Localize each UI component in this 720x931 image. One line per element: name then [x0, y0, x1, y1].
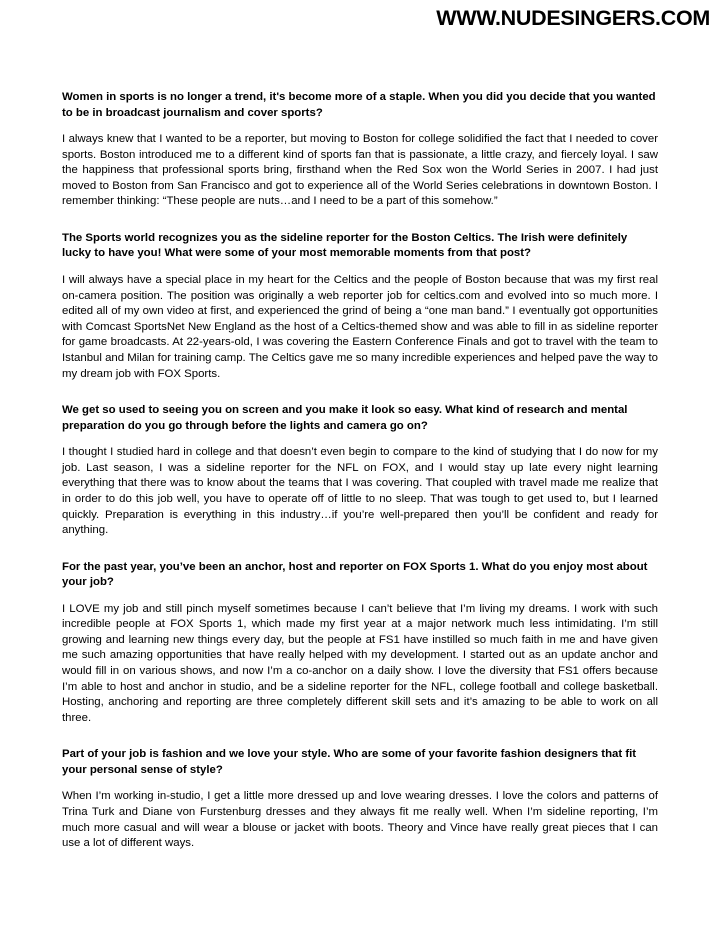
- question-text: The Sports world recognizes you as the sideline reporter for the Boston Celtics. The Irish were definitely lucky to have you! What were some of your most memorable moments from that post?: [62, 231, 628, 260]
- qa-block: [62, 560, 658, 727]
- answer-text: When I’m working in-studio, I get a little more dressed up and love wearing dresses. I love the colors and patterns of Trina Turk and Diane von Furstenburg dresses and they always fit me really well. When I’m sideline reporting, I’m much more casual and will wear a blouse or jacket with boots. Theory and Vince have really great pieces that I can use a lot of different ways.: [62, 790, 658, 850]
- qa-block: [62, 403, 658, 539]
- question-text: We get so used to seeing you on screen and you make it look so easy. What kind of research and mental preparation do you go through before the lights and camera go on?: [62, 404, 628, 432]
- answer-text: I LOVE my job and still pinch myself sometimes because I can’t believe that I’m living my dreams. I work with such incredible people at FOX Sports 1, which made my first year at a major network much less intimidating. I’m still growing and learning new things every day, but the people at FS1 have instilled so much faith in me and have given me such amazing opportunities that have really helped with my development. I started out as an update anchor and would fill in on various shows, and now I’m a co-anchor on a daily show. I love the diversity that FS1 offers because I’m able to host and anchor in studio, and be a sideline reporter for the NFL, college football and college basketball. Hosting, anchoring and reporting are three completely different skill sets and it’s amazing to be able to work on all three.: [62, 602, 658, 724]
- question-text: For the past year, you’ve been an anchor, host and reporter on FOX Sports 1. What do you enjoy most about your job?: [62, 560, 648, 589]
- qa-block: [62, 90, 658, 210]
- answer-text: I thought I studied hard in college and that doesn’t even begin to compare to the kind of studying that I do now for my job. Last season, I was a sideline reporter for the NFL on FOX, and I would stay up late every night learning everything that there was to know about the teams that I was covering. That coupled with travel made me realize that in order to do this job well, you have to operate off of little to no sleep. That was tough to get used to, but I learned quickly. Preparation is everything in this industry…if you’re well-prepared then you’ll be confident and ready for anything.: [62, 446, 658, 537]
- qa-block: [62, 231, 658, 382]
- article-body: [62, 90, 658, 852]
- site-watermark: WWW.NUDESINGERS.COM: [436, 6, 710, 30]
- qa-block: [62, 747, 658, 851]
- question-text: Part of your job is fashion and we love your style. Who are some of your favorite fashion designers that fit your personal sense of style?: [62, 748, 637, 776]
- answer-text: I always knew that I wanted to be a reporter, but moving to Boston for college solidified the fact that I needed to cover sports. Boston introduced me to a different kind of sports fan that is passionate, a little crazy, and fiercely loyal. I saw the happiness that professional sports bring, firsthand when the Red Sox won the World Series in 2007. I had just moved to Boston from San Francisco and got to experience all of the World Series celebrations in downtown Boston. I remember thinking: “These people are nuts…and I need to be a part of this somehow.”: [62, 133, 658, 208]
- question-text: Women in sports is no longer a trend, it's become more of a staple. When you did you decide that you wanted to be in broadcast journalism and cover sports?: [62, 91, 656, 119]
- answer-text: I will always have a special place in my heart for the Celtics and the people of Boston because that was my first real on-camera position. The position was originally a web reporter job for celtics.com and evolved into so much more. I edited all of my own video at first, and experienced the grind of being a “one man band.” I eventually got opportunities with Comcast SportsNet New England as the host of a Celtics-themed show and was able to fill in as sideline reporter for game broadcasts. At 22-years-old, I was covering the Eastern Conference Finals and got to travel with the team to Istanbul and Milan for training camp. The Celtics gave me so many incredible experiences and helped pave the way to my dream job with FOX Sports.: [62, 273, 658, 380]
